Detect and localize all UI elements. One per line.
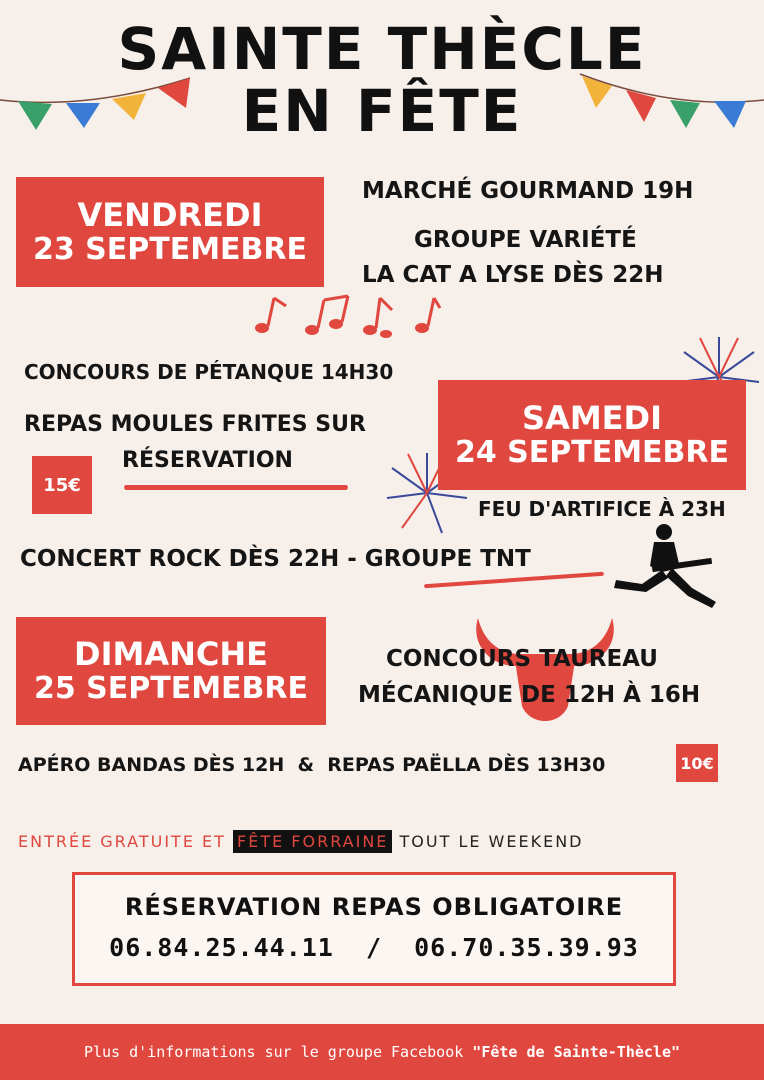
paella-price-badge: 10€ [676, 744, 718, 782]
repas-price-badge: 15€ [32, 456, 92, 514]
poster-title-line2: EN FÊTE [241, 77, 523, 145]
concert-underline [424, 572, 604, 589]
repas-underline [124, 485, 348, 490]
sunday-day: DIMANCHE [74, 634, 268, 673]
saturday-event-repas-line1: REPAS MOULES FRITES SUR [24, 412, 366, 437]
entry-line [18, 832, 583, 851]
sunday-event-taureau-line2: MÉCANIQUE DE 12H À 16H [358, 682, 701, 708]
bull-head-icon [470, 614, 620, 734]
reservation-phones: 06.84.25.44.11 / 06.70.35.39.93 [109, 933, 639, 962]
saturday-date: 24 SEPTEMEBRE [454, 435, 730, 471]
saturday-event-concert: CONCERT ROCK DÈS 22H - GROUPE TNT [20, 546, 531, 572]
friday-date-box [16, 177, 324, 287]
music-notes-icon [252, 290, 442, 340]
saturday-day: SAMEDI [522, 398, 662, 437]
friday-event-marche: MARCHÉ GOURMAND 19H [362, 178, 694, 204]
sunday-date-box [16, 617, 326, 725]
friday-event-groupe-line2: LA CAT A LYSE DÈS 22H [362, 262, 664, 288]
sunday-event-apero: APÉRO BANDAS DÈS 12H & REPAS PAËLLA DÈS 13H30 [18, 754, 606, 776]
reservation-box [72, 872, 676, 986]
saturday-date-box [438, 380, 746, 490]
entry-free-text: ENTRÉE GRATUITE ET [18, 832, 226, 851]
friday-date: 23 SEPTEMEBRE [32, 232, 308, 268]
poster-title-line1: SAINTE THÈCLE [117, 15, 647, 83]
sunday-date: 25 SEPTEMEBRE [33, 671, 309, 707]
saturday-event-repas-line2: RÉSERVATION [122, 448, 293, 473]
footer-group-name: "Fête de Sainte-Thècle" [472, 1043, 681, 1061]
entry-funfair-text: FÊTE FORRAINE [233, 830, 392, 853]
friday-event-groupe-line1: GROUPE VARIÉTÉ [414, 227, 637, 253]
footer-banner [0, 1024, 764, 1080]
sunday-event-taureau-line1: CONCOURS TAUREAU [386, 646, 658, 672]
saturday-event-fireworks: FEU D'ARTIFICE À 23H [478, 497, 726, 521]
saturday-event-petanque: CONCOURS DE PÉTANQUE 14H30 [24, 360, 394, 384]
guitarist-silhouette-icon [612, 522, 722, 612]
entry-weekend-text: TOUT LE WEEKEND [399, 832, 584, 851]
friday-day: VENDREDI [77, 195, 263, 234]
footer-text: Plus d'informations sur le groupe Facebook [83, 1043, 473, 1061]
reservation-title: RÉSERVATION REPAS OBLIGATOIRE [124, 893, 624, 921]
